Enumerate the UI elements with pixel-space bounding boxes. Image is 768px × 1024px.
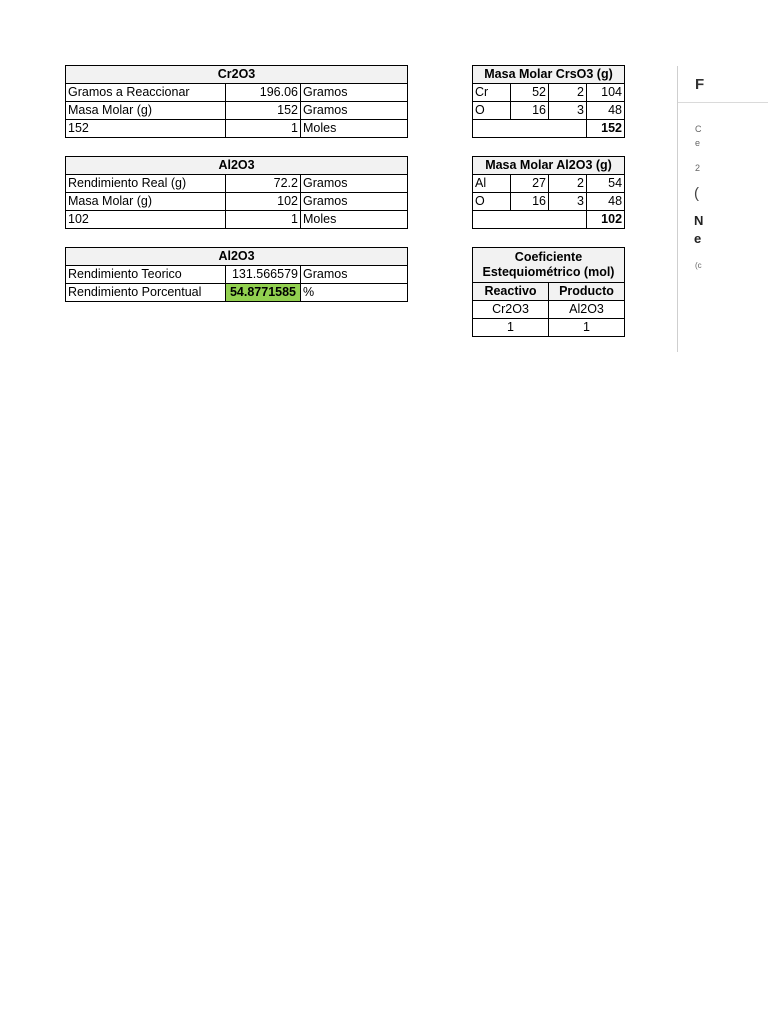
table-row	[473, 102, 625, 120]
table-row	[66, 266, 408, 284]
empty-cell[interactable]	[473, 211, 587, 229]
table-row	[66, 102, 408, 120]
coef-title[interactable]	[473, 248, 625, 283]
producto-header[interactable]: Producto	[549, 283, 625, 301]
molar-mass-al-title[interactable]: Masa Molar Al2O3 (g)	[473, 157, 625, 175]
subtotal-cell[interactable]: 104	[587, 84, 625, 102]
subtotal-cell[interactable]: 54	[587, 175, 625, 193]
row-unit[interactable]: Gramos	[301, 193, 408, 211]
al2o3-real-table	[65, 156, 408, 229]
molar-mass-sum[interactable]: 152	[587, 120, 625, 138]
atomic-mass-cell[interactable]: 27	[511, 175, 549, 193]
side-text: 2	[695, 163, 701, 173]
table-row	[473, 211, 625, 229]
table-row	[66, 84, 408, 102]
row-label[interactable]: 102	[66, 211, 226, 229]
al2o3-yield-title[interactable]: Al2O3	[66, 248, 408, 266]
row-value[interactable]: 196.06	[226, 84, 301, 102]
molar-mass-sum[interactable]: 102	[587, 211, 625, 229]
row-value[interactable]: 131.566579	[226, 266, 301, 284]
row-unit[interactable]: Gramos	[301, 84, 408, 102]
row-label[interactable]: Rendimiento Porcentual	[66, 284, 226, 302]
side-text: e	[694, 231, 702, 246]
table-row	[66, 175, 408, 193]
atom-count-cell[interactable]: 2	[549, 84, 587, 102]
atom-count-cell[interactable]: 3	[549, 102, 587, 120]
element-cell[interactable]: Al	[473, 175, 511, 193]
stoichiometric-coef-table	[472, 247, 625, 337]
row-unit[interactable]: Gramos	[301, 175, 408, 193]
row-unit[interactable]: Moles	[301, 120, 408, 138]
atomic-mass-cell[interactable]: 16	[511, 102, 549, 120]
table-header-row	[473, 283, 625, 301]
element-cell[interactable]: O	[473, 193, 511, 211]
coef-title-line2: Estequiométrico (mol)	[482, 265, 615, 279]
row-value[interactable]: 1	[226, 211, 301, 229]
product-cell[interactable]: Al2O3	[549, 301, 625, 319]
side-panel	[677, 66, 768, 352]
molar-mass-cr-title[interactable]: Masa Molar CrsO3 (g)	[473, 66, 625, 84]
row-label[interactable]: Rendimiento Teorico	[66, 266, 226, 284]
side-panel-header	[678, 66, 768, 103]
table-row	[473, 84, 625, 102]
coef-title-line1: Coeficiente	[514, 250, 583, 264]
table-row	[66, 193, 408, 211]
atomic-mass-cell[interactable]: 16	[511, 193, 549, 211]
molar-mass-al-table	[472, 156, 625, 229]
row-unit[interactable]: Moles	[301, 211, 408, 229]
atomic-mass-cell[interactable]: 52	[511, 84, 549, 102]
row-label[interactable]: 152	[66, 120, 226, 138]
table-row	[473, 120, 625, 138]
side-text: C	[695, 124, 702, 134]
row-unit[interactable]: Gramos	[301, 266, 408, 284]
row-label[interactable]: Gramos a Reaccionar	[66, 84, 226, 102]
cr2o3-title[interactable]: Cr2O3	[66, 66, 408, 84]
side-text: (	[694, 185, 699, 202]
row-value[interactable]: 1	[226, 120, 301, 138]
atom-count-cell[interactable]: 3	[549, 193, 587, 211]
al2o3-yield-table	[65, 247, 408, 302]
side-text: N	[694, 213, 704, 228]
side-panel-title: F	[695, 76, 705, 93]
empty-cell[interactable]	[473, 120, 587, 138]
reactant-cell[interactable]: Cr2O3	[473, 301, 549, 319]
table-row	[473, 319, 625, 337]
row-unit[interactable]: %	[301, 284, 408, 302]
table-row	[66, 211, 408, 229]
row-label[interactable]: Masa Molar (g)	[66, 102, 226, 120]
subtotal-cell[interactable]: 48	[587, 102, 625, 120]
row-label[interactable]: Rendimiento Real (g)	[66, 175, 226, 193]
table-row	[66, 120, 408, 138]
table-row	[473, 193, 625, 211]
row-value[interactable]: 72.2	[226, 175, 301, 193]
product-coef-cell[interactable]: 1	[549, 319, 625, 337]
side-text: e	[695, 138, 701, 148]
molar-mass-cr-table	[472, 65, 625, 138]
row-value[interactable]: 152	[226, 102, 301, 120]
element-cell[interactable]: Cr	[473, 84, 511, 102]
row-value[interactable]: 102	[226, 193, 301, 211]
side-text: (c	[695, 261, 702, 270]
row-unit[interactable]: Gramos	[301, 102, 408, 120]
percent-yield-value[interactable]: 54.8771585	[226, 284, 301, 302]
atom-count-cell[interactable]: 2	[549, 175, 587, 193]
reactant-coef-cell[interactable]: 1	[473, 319, 549, 337]
reactivo-header[interactable]: Reactivo	[473, 283, 549, 301]
table-row	[473, 175, 625, 193]
table-row	[473, 301, 625, 319]
al2o3-real-title[interactable]: Al2O3	[66, 157, 408, 175]
subtotal-cell[interactable]: 48	[587, 193, 625, 211]
row-label[interactable]: Masa Molar (g)	[66, 193, 226, 211]
table-row	[66, 284, 408, 302]
element-cell[interactable]: O	[473, 102, 511, 120]
cr2o3-table	[65, 65, 408, 138]
